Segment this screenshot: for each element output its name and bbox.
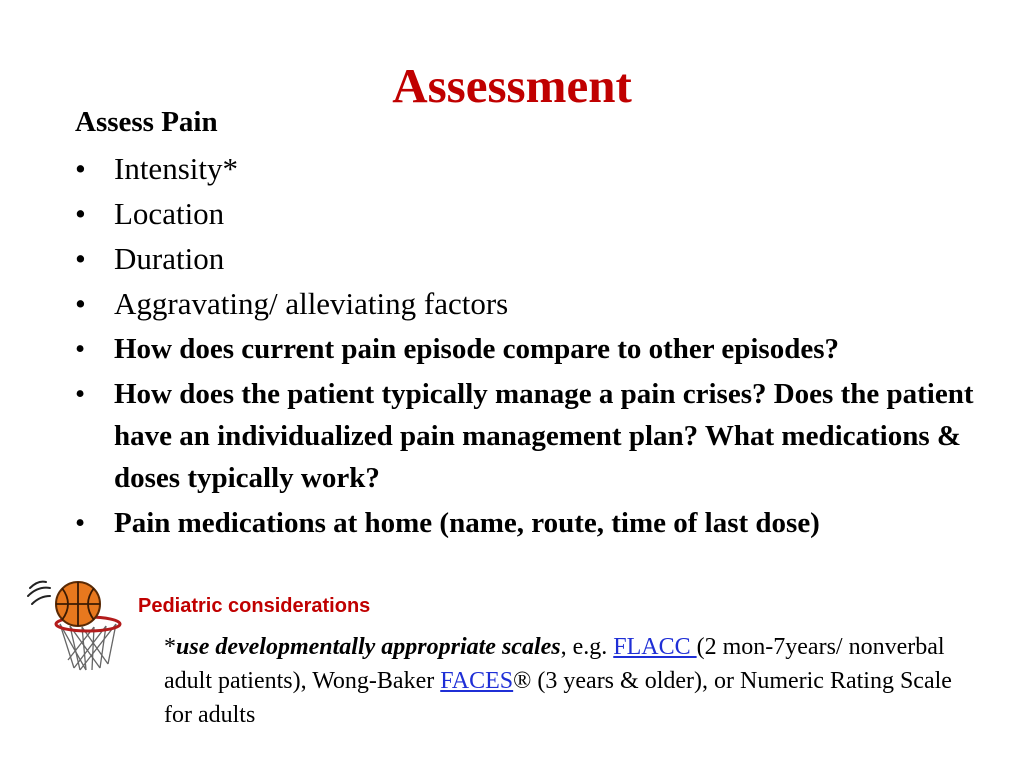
faces-link[interactable]: FACES: [440, 668, 514, 694]
bullet-list: [75, 148, 995, 547]
bullet-text: Aggravating/ alleviating factors: [114, 286, 509, 321]
bullet-item: [75, 328, 995, 370]
bullet-dot: •: [75, 241, 86, 276]
bullet-item: [75, 283, 995, 325]
bullet-dot: •: [75, 196, 86, 231]
bullet-item: [75, 193, 995, 235]
bullet-item: [75, 502, 995, 544]
note-prefix: *: [164, 634, 176, 660]
bullet-dot: •: [75, 333, 86, 365]
slide-title: Assessment: [392, 58, 632, 113]
note-text-2: (2 mon-7years/ nonverbal adult patients), Wong-Baker: [164, 634, 945, 694]
bullet-dot: •: [75, 507, 86, 539]
bullet-text: Pain medications at home (name, route, time of last dose): [114, 507, 820, 539]
bullet-text: How does the patient typically manage a pain crises? Does the patient have an individualized pain management plan? What medications & doses typically work?: [114, 378, 974, 494]
bullet-text: How does current pain episode compare to other episodes?: [114, 333, 839, 365]
bullet-item: [75, 373, 995, 499]
bullet-text: Intensity*: [114, 151, 238, 186]
bullet-dot: •: [75, 286, 86, 321]
note-text-1: , e.g.: [560, 634, 614, 660]
note-text-3: ® (3 years & older), or Numeric Rating Scale for adults: [164, 668, 952, 728]
bullet-dot: •: [75, 378, 86, 410]
section-heading: Assess Pain: [75, 106, 218, 138]
bullet-dot: •: [75, 151, 86, 186]
pediatric-note: [164, 630, 984, 732]
pediatric-heading: Pediatric considerations: [138, 595, 371, 617]
note-emphasis: use developmentally appropriate scales: [176, 634, 561, 660]
flacc-link[interactable]: FLACC: [613, 634, 697, 660]
bullet-text: Duration: [114, 241, 225, 276]
bullet-text: Location: [114, 196, 225, 231]
bullet-item: [75, 148, 995, 190]
basketball-hoop-icon: [24, 570, 134, 675]
bullet-item: [75, 238, 995, 280]
